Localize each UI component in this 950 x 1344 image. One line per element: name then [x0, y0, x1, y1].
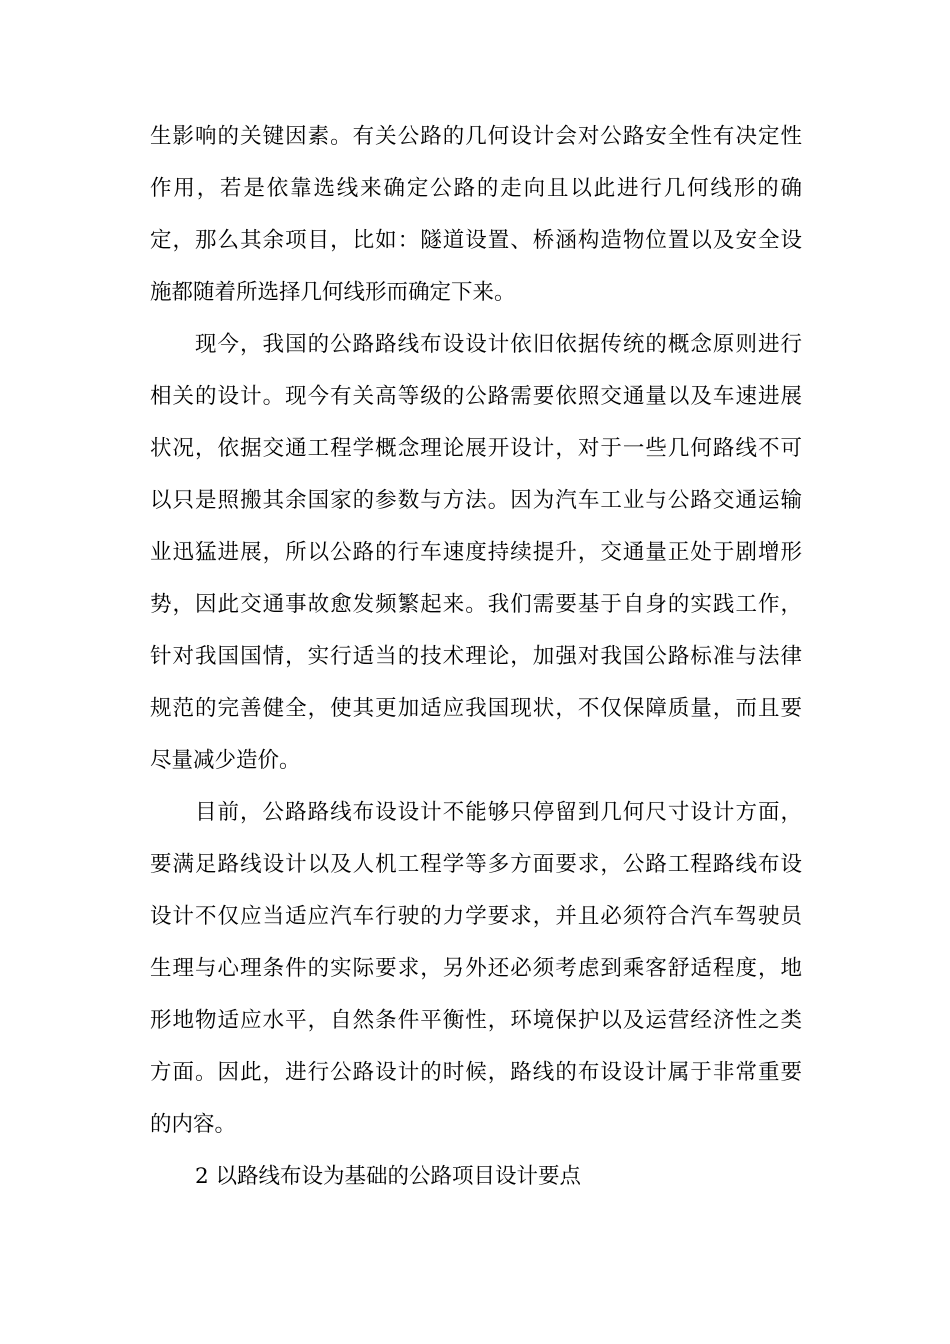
paragraph-2-line-6: 势，因此交通事故愈发频繁起来。我们需要基于自身的实践工作， — [150, 592, 802, 617]
paragraph-3-line-7: 的内容。 — [150, 1112, 237, 1137]
paragraph-2-line-4: 以只是照搬其余国家的参数与方法。因为汽车工业与公路交通运输 — [150, 488, 802, 513]
paragraph-3-line-5: 形地物适应水平，自然条件平衡性，环境保护以及运营经济性之类 — [150, 1008, 802, 1033]
paragraph-2-line-9: 尽量减少造价。 — [150, 748, 301, 773]
section-heading: 2 以路线布设为基础的公路项目设计要点 — [195, 1164, 582, 1189]
paragraph-1-line-3: 定，那么其余项目，比如：隧道设置、桥涵构造物位置以及安全设 — [150, 228, 802, 253]
paragraph-2-line-2: 相关的设计。现今有关高等级的公路需要依照交通量以及车速进展 — [150, 384, 802, 409]
paragraph-2-line-7: 针对我国国情，实行适当的技术理论，加强对我国公路标准与法律 — [150, 644, 802, 669]
paragraph-1-line-2: 作用，若是依靠选线来确定公路的走向且以此进行几何线形的确 — [150, 176, 802, 201]
paragraph-2-line-3: 状况，依据交通工程学概念理论展开设计，对于一些几何路线不可 — [150, 436, 802, 461]
paragraph-2-line-5: 业迅猛进展，所以公路的行车速度持续提升，交通量正处于剧增形 — [150, 540, 802, 565]
paragraph-2-line-1: 现今，我国的公路路线布设设计依旧依据传统的概念原则进行 — [195, 332, 802, 357]
paragraph-3-line-2: 要满足路线设计以及人机工程学等多方面要求，公路工程路线布设 — [150, 852, 802, 877]
paragraph-2-line-8: 规范的完善健全，使其更加适应我国现状，不仅保障质量，而且要 — [150, 696, 802, 721]
paragraph-3-line-1: 目前，公路路线布设设计不能够只停留到几何尺寸设计方面， — [195, 800, 802, 825]
paragraph-1-line-4: 施都随着所选择几何线形而确定下来。 — [150, 280, 516, 305]
paragraph-3-line-6: 方面。因此，进行公路设计的时候，路线的布设设计属于非常重要 — [150, 1060, 802, 1085]
paragraph-1-line-1: 生影响的关键因素。有关公路的几何设计会对公路安全性有决定性 — [150, 124, 802, 149]
paragraph-3-line-4: 生理与心理条件的实际要求，另外还必须考虑到乘客舒适程度，地 — [150, 956, 802, 981]
paragraph-3-line-3: 设计不仅应当适应汽车行驶的力学要求，并且必须符合汽车驾驶员 — [150, 904, 802, 929]
